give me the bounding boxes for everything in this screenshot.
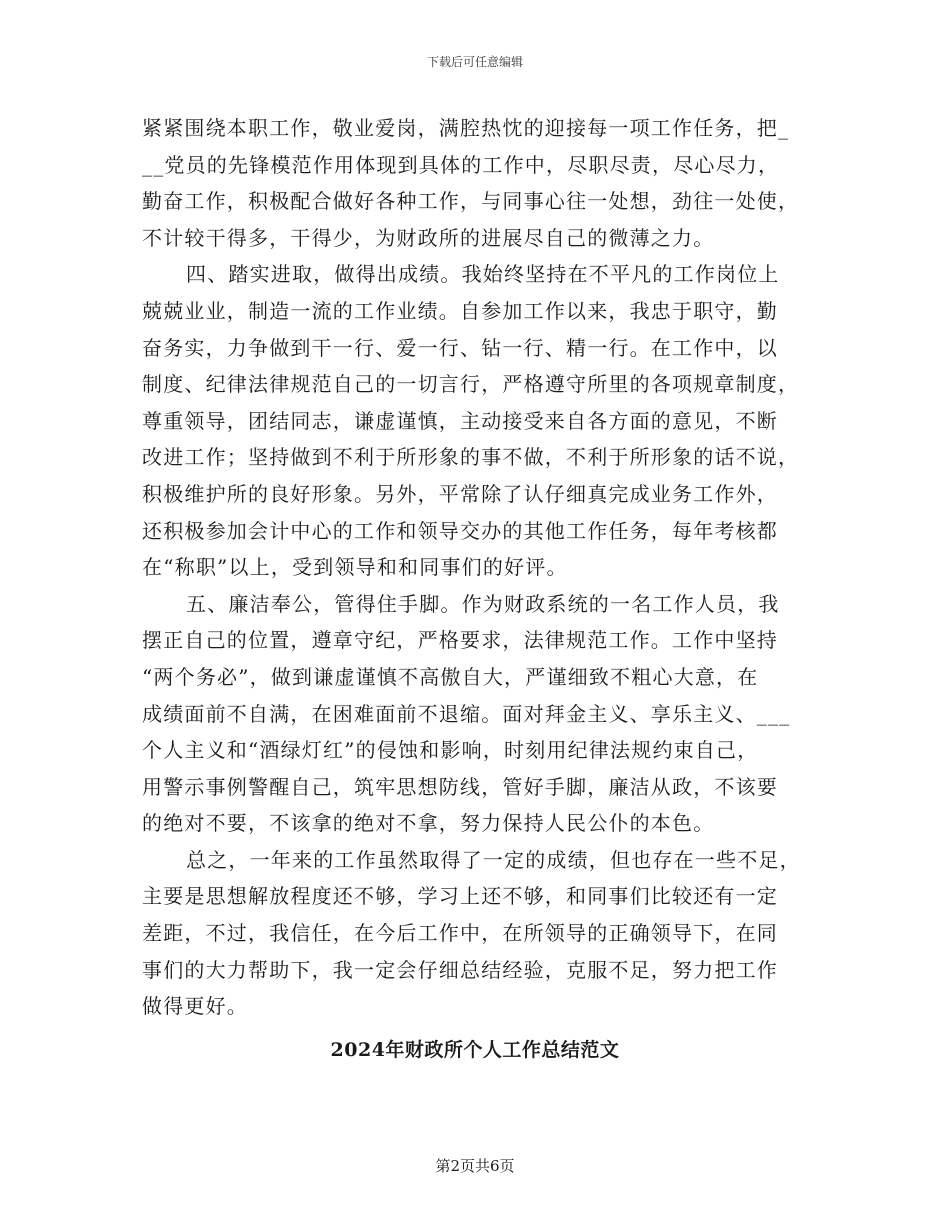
text-line: 四、踏实进取，做得出成绩。我始终坚持在不平凡的工作岗位上 — [186, 262, 780, 287]
text-line: 成绩面前不自满，在困难面前不退缩。面对拜金主义、享乐主义、___ — [142, 701, 791, 726]
text-line: 做得更好。 — [142, 994, 248, 1019]
paragraph — [142, 586, 822, 842]
text-line: 尊重领导，团结同志，谦虚谨慎，主动接受来自各方面的意见，不断 — [142, 408, 778, 433]
document-body — [142, 110, 822, 1025]
text-line: 总之，一年来的工作虽然取得了一定的成绩，但也存在一些不足， — [186, 847, 801, 872]
text-line: 主要是思想解放程度还不够，学习上还不够，和同事们比较还有一定 — [142, 884, 778, 909]
text-line: 制度、纪律法律规范自己的一切言行，严格遵守所里的各项规章制度， — [142, 372, 800, 397]
paragraph — [142, 256, 822, 585]
text-line: 兢兢业业，制造一流的工作业绩。自参加工作以来，我忠于职守，勤 — [142, 298, 778, 323]
page-header: 下载后可任意编辑 — [426, 55, 523, 69]
text-line: 个人主义和“酒绿灯红”的侵蚀和影响，时刻用纪律法规约束自己， — [142, 738, 759, 763]
text-line: 五、廉洁奉公，管得住手脚。作为财政系统的一名工作人员，我 — [186, 591, 780, 616]
section-title: 2024年财政所个人工作总结范文 — [330, 1039, 620, 1061]
page-footer: 第2页共6页 — [435, 1157, 515, 1175]
text-line: 用警示事例警醒自己，筑牢思想防线，管好手脚，廉洁从政，不该要 — [142, 774, 778, 799]
paragraph — [142, 842, 822, 1025]
text-line: 不计较干得多，干得少，为财政所的进展尽自己的微薄之力。 — [142, 225, 715, 250]
text-line: “两个务必”，做到谦虚谨慎不高傲自大，严谨细致不粗心大意，在 — [142, 664, 759, 689]
text-line: __党员的先锋模范作用体现到具体的工作中，尽职尽责，尽心尽力， — [142, 152, 780, 177]
text-line: 还积极参加会计中心的工作和领导交办的其他工作任务，每年考核都 — [142, 518, 778, 543]
text-line: 改进工作；坚持做到不利于所形象的事不做，不利于所形象的话不说， — [142, 445, 800, 470]
text-line: 奋务实，力争做到干一行、爱一行、钻一行、精一行。在工作中，以 — [142, 335, 778, 360]
text-line: 在“称职”以上，受到领导和和同事们的好评。 — [142, 555, 568, 580]
text-line: 积极维护所的良好形象。另外，平常除了认仔细真完成业务工作外， — [142, 481, 778, 506]
text-line: 摆正自己的位置，遵章守纪，严格要求，法律规范工作。工作中坚持 — [142, 628, 778, 653]
text-line: 差距，不过，我信任，在今后工作中，在所领导的正确领导下，在同 — [142, 921, 778, 946]
text-line: 的绝对不要，不该拿的绝对不拿，努力保持人民公仆的本色。 — [142, 811, 715, 836]
paragraph — [142, 110, 822, 256]
text-line: 事们的大力帮助下，我一定会仔细总结经验，克服不足，努力把工作 — [142, 957, 778, 982]
text-line: 勤奋工作，积极配合做好各种工作，与同事心往一处想，劲往一处使， — [142, 189, 800, 214]
text-line: 紧紧围绕本职工作，敬业爱岗，满腔热忱的迎接每一项工作任务，把_ — [142, 116, 790, 140]
